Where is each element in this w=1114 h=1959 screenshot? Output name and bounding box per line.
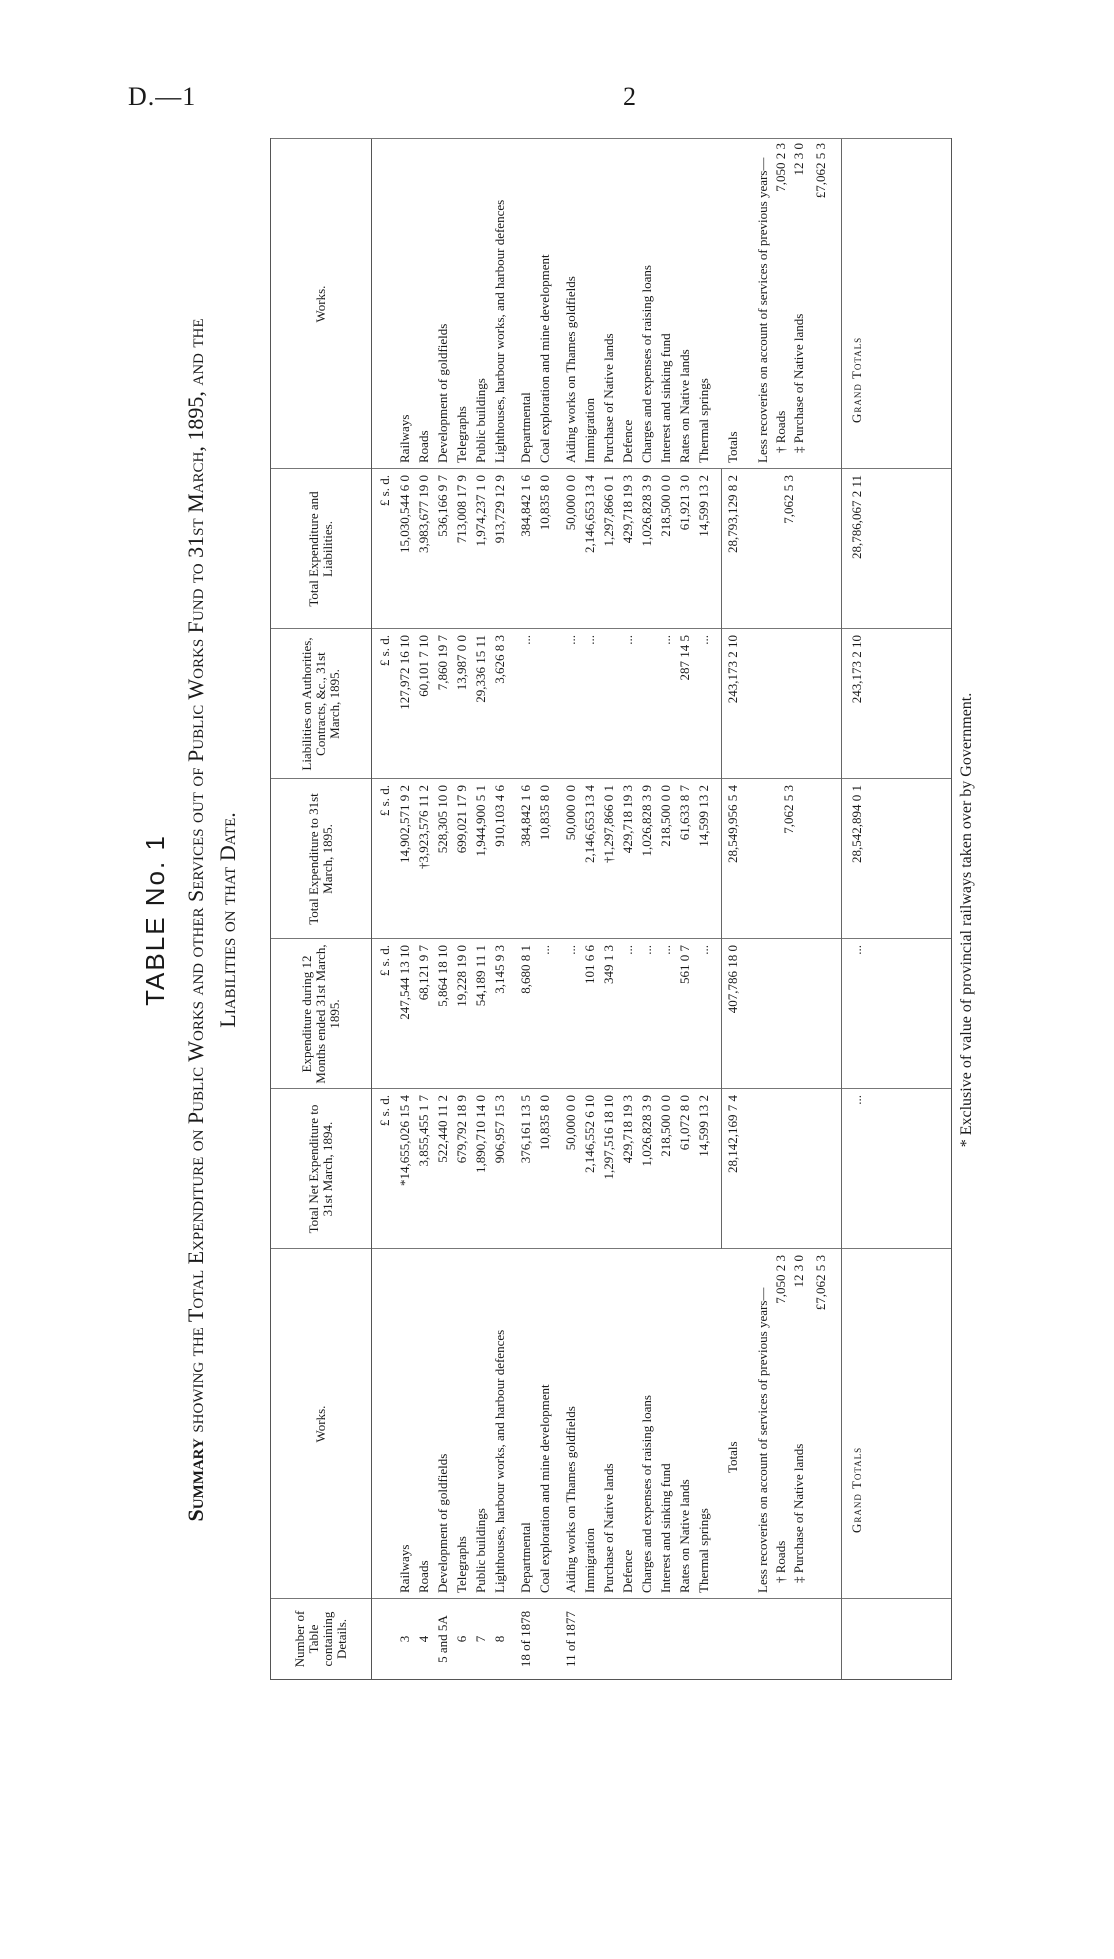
totals-liabilities: 243,173 2 10 (725, 635, 740, 704)
page-id: D.—1 (128, 82, 197, 111)
less-total-exp-liab: 7,062 5 3 (781, 475, 796, 524)
row-liabilities: ... (518, 635, 533, 645)
unit-label-exp: £ s. d. (377, 945, 392, 977)
row-net-1894: 906,957 15 3 (492, 1095, 507, 1164)
row-total-1895: †3,923,576 11 2 (416, 785, 431, 870)
col-total-1895-header: Total Expenditure to 31st March, 1895. (271, 779, 372, 939)
row-liabilities: 7,860 19 7 (435, 635, 450, 691)
row-exp-12m: ... (639, 945, 654, 955)
table-subtitle (180, 100, 244, 1740)
row-work: Rates on Native lands (677, 1479, 692, 1593)
less-roads-label: † Roads (773, 1540, 788, 1583)
row-total-exp-liab: 1,297,866 0 1 (601, 475, 616, 547)
row-work: Lighthouses, harbour works, and harbour defences (492, 1329, 507, 1593)
row-liabilities: ... (620, 635, 635, 645)
grand-rule (841, 139, 842, 1679)
row-exp-12m: ... (620, 945, 635, 955)
unit-label-liab: £ s. d. (377, 635, 392, 667)
row-total-exp-liab: 15,030,544 6 0 (397, 475, 412, 553)
row-total-1895: 910,103 4 6 (492, 785, 507, 847)
row-work-right: Departmental (518, 392, 533, 463)
row-net-1894: 10,835 8 0 (537, 1095, 552, 1151)
row-total-exp-liab: 50,000 0 0 (563, 475, 578, 531)
row-total-exp-liab: 218,500 0 0 (658, 475, 673, 537)
row-exp-12m: 101 6 6 (582, 945, 597, 984)
row-total-exp-liab: 14,599 13 2 (696, 475, 711, 537)
totals-rule (721, 469, 722, 1249)
page-number: 2 (623, 82, 636, 111)
row-liabilities: 60,101 7 10 (416, 635, 431, 697)
row-work: Roads (416, 1560, 431, 1593)
row-total-1895: 14,902,571 9 2 (397, 785, 412, 863)
row-total-1895: 10,835 8 0 (537, 785, 552, 841)
row-total-1895: 384,842 1 6 (518, 785, 533, 847)
footnote: * Exclusive of value of provincial railways taken over by Government. (958, 692, 975, 1148)
col-exp-12m-header: Expenditure during 12 Months ended 31st March, 1895. (271, 939, 372, 1089)
row-liabilities: 3,626 8 3 (492, 635, 507, 684)
row-net-1894: 679,792 18 9 (454, 1095, 469, 1164)
col-liabilities-header: Liabilities on Authorities, Contracts, &c., 31st March, 1895. (271, 629, 372, 779)
row-net-1894: 1,297,516 18 10 (601, 1095, 616, 1180)
row-total-exp-liab: 713,008 17 9 (454, 475, 469, 544)
row-total-exp-liab: 384,842 1 6 (518, 475, 533, 537)
subtitle-line-2: Liabilities on that Date. (215, 812, 240, 1028)
row-work: Charges and expenses of raising loans (639, 1395, 654, 1593)
row-exp-12m: 54,189 11 1 (473, 945, 488, 1007)
row-work-right: Roads (416, 430, 431, 463)
row-exp-12m: ... (658, 945, 673, 955)
table-title: TABLE No. 1 (140, 834, 170, 1006)
row-number: 3 (397, 1635, 412, 1643)
unit-label-net: £ s. d. (377, 1095, 392, 1127)
row-exp-12m: 349 1 3 (601, 945, 616, 984)
row-work: Development of goldfields (435, 1453, 450, 1593)
row-exp-12m: ... (537, 945, 552, 955)
grand-totals-label-right: Grand Totals (849, 336, 864, 423)
subtitle-line-1: showing the Total Expenditure on Public Works and other Services out of Public Works Fund to 31st March, 1895, and the (183, 318, 208, 1433)
totals-total-1895: 28,549,956 5 4 (725, 785, 740, 863)
row-work-right: Defence (620, 419, 635, 463)
less-native-value: 12 3 0 (791, 1255, 806, 1288)
row-exp-12m: 3,145 9 3 (492, 945, 507, 994)
grand-totals-label: Grand Totals (849, 1446, 864, 1533)
row-work-right: Charges and expenses of raising loans (639, 265, 654, 463)
row-work-right: Coal exploration and mine development (537, 254, 552, 463)
unit-label-tot: £ s. d. (377, 785, 392, 817)
row-total-exp-liab: 3,983,677 19 0 (416, 475, 431, 553)
col-number-header: Number of Table containing Details. (271, 1599, 372, 1679)
summary-table (270, 138, 952, 1680)
row-liabilities: ... (658, 635, 673, 645)
row-work-right: Public buildings (473, 378, 488, 463)
grand-exp-12m: ... (849, 945, 864, 955)
totals-net-1894: 28,142,169 7 4 (725, 1095, 740, 1173)
row-net-1894: 218,500 0 0 (658, 1095, 673, 1157)
row-work: Interest and sinking fund (658, 1463, 673, 1593)
row-work-right: Rates on Native lands (677, 349, 692, 463)
row-work-right: Purchase of Native lands (601, 333, 616, 463)
totals-label-right: Totals (725, 431, 740, 463)
row-net-1894: 1,026,828 3 9 (639, 1095, 654, 1167)
row-work: Public buildings (473, 1508, 488, 1593)
row-liabilities: 287 14 5 (677, 635, 692, 681)
row-net-1894: 2,146,552 6 10 (582, 1095, 597, 1173)
row-number: 8 (492, 1635, 507, 1643)
row-net-1894: 1,890,710 14 0 (473, 1095, 488, 1173)
row-work-right: Telegraphs (454, 406, 469, 463)
row-work: Railways (397, 1544, 412, 1593)
row-work: Purchase of Native lands (601, 1463, 616, 1593)
unit-label-tel: £ s. d. (377, 475, 392, 507)
totals-exp-12m: 407,786 18 0 (725, 945, 740, 1014)
less-roads-label-right: † Roads (773, 410, 788, 453)
row-total-exp-liab: 61,921 3 0 (677, 475, 692, 531)
less-sum: £7,062 5 3 (813, 1255, 828, 1311)
less-sum-right: £7,062 5 3 (813, 143, 828, 199)
grand-liabilities: 243,173 2 10 (849, 635, 864, 704)
col-works-right-header: Works. (271, 139, 372, 469)
row-work-right: Railways (397, 414, 412, 463)
row-net-1894: *14,655,026 15 4 (397, 1095, 412, 1186)
row-liabilities: 127,972 16 10 (397, 635, 412, 710)
row-total-1895: 61,633 8 7 (677, 785, 692, 841)
row-work: Telegraphs (454, 1536, 469, 1593)
row-liabilities: 13,987 0 0 (454, 635, 469, 691)
row-liabilities: ... (582, 635, 597, 645)
row-total-1895: 1,944,900 5 1 (473, 785, 488, 857)
row-work: Coal exploration and mine development (537, 1384, 552, 1593)
totals-total-exp-liab: 28,793,129 8 2 (725, 475, 740, 553)
row-work-right: Development of goldfields (435, 323, 450, 463)
row-number: 5 and 5A (435, 1615, 450, 1663)
row-total-exp-liab: 1,026,828 3 9 (639, 475, 654, 547)
row-total-exp-liab: 429,718 19 3 (620, 475, 635, 544)
row-total-1895: 699,021 17 9 (454, 785, 469, 854)
row-total-1895: 218,500 0 0 (658, 785, 673, 847)
less-label: Less recoveries on account of services of previous years— (755, 1287, 770, 1593)
row-total-1895: 2,146,653 13 4 (582, 785, 597, 863)
less-roads-value-right: 7,050 2 3 (773, 143, 788, 192)
less-total-1895: 7,062 5 3 (781, 785, 796, 834)
row-net-1894: 61,072 8 0 (677, 1095, 692, 1151)
col-total-exp-liab-header: Total Expenditure and Liabilities. (271, 469, 372, 629)
grand-total-1895: 28,542,894 0 1 (849, 785, 864, 863)
row-net-1894: 522,440 11 2 (435, 1095, 450, 1163)
row-work-right: Thermal springs (696, 378, 711, 463)
row-number: 11 of 1877 (563, 1611, 578, 1667)
row-number: 6 (454, 1635, 469, 1643)
row-work-right: Interest and sinking fund (658, 333, 673, 463)
row-number: 18 of 1878 (518, 1610, 533, 1668)
less-roads-value: 7,050 2 3 (773, 1255, 788, 1304)
grand-net-1894: ... (849, 1095, 864, 1105)
row-net-1894: 3,855,455 1 7 (416, 1095, 431, 1167)
row-exp-12m: ... (696, 945, 711, 955)
row-net-1894: 50,000 0 0 (563, 1095, 578, 1151)
row-total-exp-liab: 2,146,653 13 4 (582, 475, 597, 553)
row-number: 7 (473, 1635, 488, 1643)
row-total-1895: †1,297,866 0 1 (601, 785, 616, 863)
less-native-label-right: ‡ Purchase of Native lands (791, 313, 806, 453)
row-total-1895: 1,026,828 3 9 (639, 785, 654, 857)
row-work: Thermal springs (696, 1508, 711, 1593)
row-total-1895: 14,599 13 2 (696, 785, 711, 847)
less-native-value-right: 12 3 0 (791, 143, 806, 176)
row-total-exp-liab: 536,166 9 7 (435, 475, 450, 537)
row-exp-12m: 5,864 18 10 (435, 945, 450, 1007)
row-net-1894: 376,161 13 5 (518, 1095, 533, 1164)
row-work: Departmental (518, 1522, 533, 1593)
row-exp-12m: 561 0 7 (677, 945, 692, 984)
row-exp-12m: 68,121 9 7 (416, 945, 431, 1001)
row-liabilities: ... (696, 635, 711, 645)
row-exp-12m: 19,228 19 0 (454, 945, 469, 1007)
row-net-1894: 14,599 13 2 (696, 1095, 711, 1157)
row-work: Immigration (582, 1528, 597, 1593)
row-work-right: Aiding works on Thames goldfields (563, 276, 578, 463)
row-work-right: Lighthouses, harbour works, and harbour defences (492, 199, 507, 463)
row-exp-12m: 247,544 13 10 (397, 945, 412, 1020)
row-liabilities: 29,336 15 11 (473, 635, 488, 703)
row-total-exp-liab: 1,974,237 1 0 (473, 475, 488, 547)
grand-total-exp-liab: 28,786,067 2 11 (849, 475, 864, 560)
subtitle-lead: Summary (183, 1438, 208, 1522)
row-net-1894: 429,718 19 3 (620, 1095, 635, 1164)
less-label-right: Less recoveries on account of services of previous years— (755, 157, 770, 463)
row-work-right: Immigration (582, 398, 597, 463)
row-number: 4 (416, 1635, 431, 1643)
row-total-1895: 429,718 19 3 (620, 785, 635, 854)
col-number (271, 1598, 951, 1679)
row-total-exp-liab: 10,835 8 0 (537, 475, 552, 531)
row-total-1895: 50,000 0 0 (563, 785, 578, 841)
rotated-table-region (140, 100, 1040, 1740)
col-net-1894-header: Total Net Expenditure to 31st March, 1894. (271, 1089, 372, 1249)
totals-label: Totals (725, 1441, 740, 1473)
row-exp-12m: 8,680 8 1 (518, 945, 533, 994)
col-works-header: Works. (271, 1249, 372, 1599)
row-liabilities: ... (563, 635, 578, 645)
less-native-label: ‡ Purchase of Native lands (791, 1443, 806, 1583)
row-total-exp-liab: 913,729 12 9 (492, 475, 507, 544)
row-work: Defence (620, 1549, 635, 1593)
row-exp-12m: ... (563, 945, 578, 955)
row-total-1895: 528,305 10 0 (435, 785, 450, 854)
row-work: Aiding works on Thames goldfields (563, 1406, 578, 1593)
